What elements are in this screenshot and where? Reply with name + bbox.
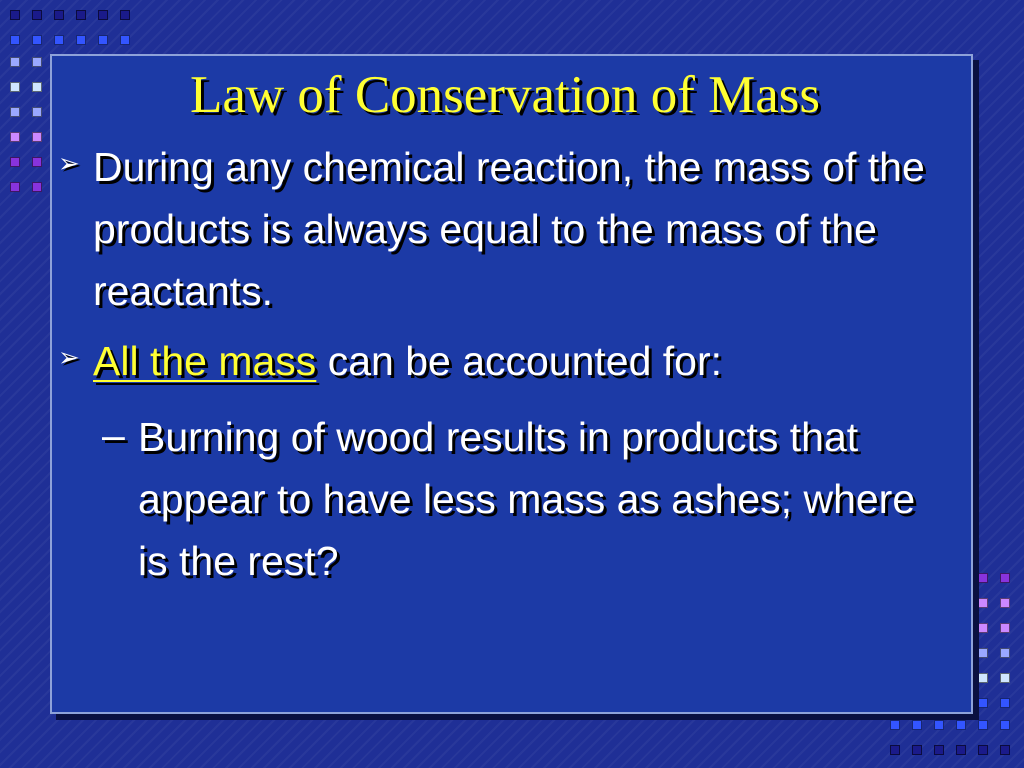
decoration-square <box>934 745 944 755</box>
decoration-square <box>76 35 86 45</box>
decoration-square <box>1000 648 1010 658</box>
decoration-square <box>912 720 922 730</box>
decoration-square <box>1000 573 1010 583</box>
decoration-square <box>1000 720 1010 730</box>
decoration-square <box>32 157 42 167</box>
decoration-square <box>912 745 922 755</box>
decoration-square <box>32 35 42 45</box>
decoration-square <box>890 720 900 730</box>
bullet-2-rest: can be accounted for: <box>316 338 723 384</box>
decoration-square <box>10 157 20 167</box>
decoration-square <box>1000 698 1010 708</box>
decoration-square <box>1000 745 1010 755</box>
decoration-square <box>978 745 988 755</box>
decoration-square <box>978 720 988 730</box>
sub-bullet-1-text: Burning of wood results in products that appear to have less mass as ashes; where is the rest? <box>138 414 916 584</box>
decoration-square <box>978 598 988 608</box>
decoration-square <box>32 132 42 142</box>
decoration-square <box>120 35 130 45</box>
decoration-square <box>98 35 108 45</box>
decoration-square <box>978 573 988 583</box>
decoration-square <box>1000 598 1010 608</box>
decoration-square <box>10 35 20 45</box>
decoration-square <box>978 623 988 633</box>
bullet-arrow-icon: ➢ <box>58 148 80 178</box>
decoration-square <box>934 720 944 730</box>
decoration-square <box>10 132 20 142</box>
decoration-square <box>76 10 86 20</box>
decoration-square <box>54 10 64 20</box>
decoration-square <box>98 10 108 20</box>
decoration-square <box>1000 623 1010 633</box>
decoration-square <box>890 745 900 755</box>
slide-title: Law of Conservation of Mass <box>190 66 820 124</box>
bullet-1-text: During any chemical reaction, the mass of the products is always equal to the mass of the reactants. <box>93 144 925 314</box>
decoration-square <box>978 698 988 708</box>
decoration-square <box>54 35 64 45</box>
decoration-square <box>1000 673 1010 683</box>
decoration-square <box>32 10 42 20</box>
bullet-2-text <box>93 330 963 392</box>
decoration-square <box>978 673 988 683</box>
decoration-square <box>978 648 988 658</box>
bullet-arrow-icon: ➢ <box>58 342 80 372</box>
decoration-square <box>956 720 966 730</box>
decoration-square <box>10 10 20 20</box>
sub-bullet-dash-icon: – <box>102 412 125 458</box>
decoration-square <box>956 745 966 755</box>
decoration-square <box>120 10 130 20</box>
decoration-square <box>10 182 20 192</box>
highlighted-phrase: All the mass <box>93 338 317 384</box>
decoration-square <box>32 182 42 192</box>
